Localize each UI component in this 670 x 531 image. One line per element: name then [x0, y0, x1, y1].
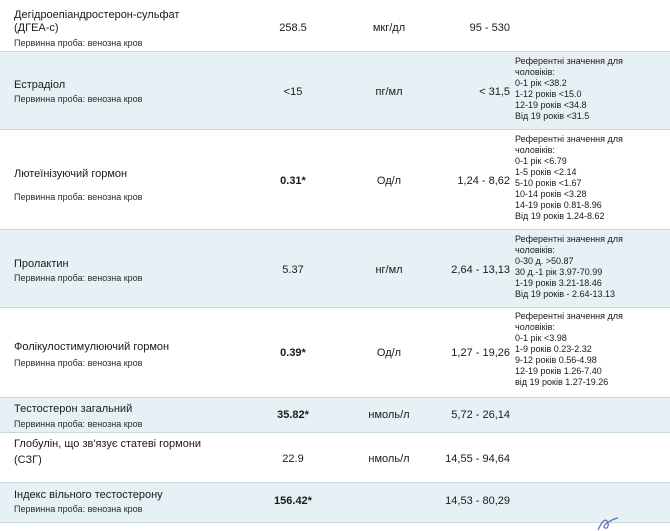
signature-mark	[594, 515, 624, 531]
reference-range: 95 - 530	[469, 22, 510, 34]
sample-type: Первинна проба: венозна кров	[14, 38, 143, 48]
unit: Од/л	[376, 347, 402, 359]
reference-notes: Референтні значення для чоловіків: 0-1 рік <38.2 1-12 років <15.0 12-19 років <34.8 Від 19 років <31.5	[515, 56, 623, 121]
test-name: Тестостерон загальний	[14, 403, 133, 415]
reference-range: 14,55 - 94,64	[445, 453, 510, 465]
result-row-prolactin	[0, 230, 670, 308]
result-value: 258.5	[279, 22, 307, 34]
reference-range: 2,64 - 13,13	[451, 264, 510, 276]
sample-type: Первинна проба: венозна кров	[14, 192, 143, 202]
reference-range: 5,72 - 26,14	[451, 409, 510, 421]
reference-notes: Референтні значення для чоловіків: 0-30 д. >50.87 30 д.-1 рік 3.97-70.99 1-19 років 3.21-18.46 Від 19 років - 2.64-13.13	[515, 234, 623, 299]
unit: нг/мл	[375, 264, 403, 276]
reference-range: 1,27 - 19,26	[451, 347, 510, 359]
unit: пг/мл	[375, 86, 403, 98]
unit: мкг/дл	[372, 22, 406, 34]
test-name: Дегідроепіандростерон-сульфат (ДГЕА-с)	[14, 9, 180, 34]
result-value: 5.37	[282, 264, 304, 276]
test-name: Лютеїнізуючий гормон	[14, 168, 128, 180]
result-value: 0.31*	[280, 175, 306, 187]
sample-type: Первинна проба: венозна кров	[14, 358, 143, 368]
result-row-estradiol	[0, 52, 670, 130]
result-row-shbg	[0, 433, 670, 483]
reference-range: 1,24 - 8,62	[457, 175, 510, 187]
test-name: Індекс вільного тестостерону	[14, 489, 163, 501]
result-row-fsh	[0, 308, 670, 398]
test-name: Глобулін, що зв'язує статеві гормони (СЗГ)	[14, 438, 202, 466]
unit: нмоль/л	[368, 453, 410, 465]
unit: нмоль/л	[368, 409, 410, 421]
sample-type: Первинна проба: венозна кров	[14, 94, 143, 104]
result-row-testosterone	[0, 398, 670, 433]
result-value: 0.39*	[280, 347, 306, 359]
result-value: <15	[283, 86, 303, 98]
reference-range: < 31,5	[479, 86, 510, 98]
test-name: Пролактин	[14, 258, 69, 270]
test-name: Естрадіол	[14, 79, 66, 91]
reference-range: 14,53 - 80,29	[445, 495, 510, 507]
reference-notes: Референтні значення для чоловіків: 0-1 рік <3.98 1-9 років 0.23-2.32 9-12 років 0.56-4.98 12-19 років 1.26-7.40 від 19 років 1.27-19.26	[515, 311, 623, 387]
reference-notes: Референтні значення для чоловіків: 0-1 рік <6.79 1-5 років <2.14 5-10 років <1.67 10-14 років <3.28 14-19 років 0.81-8.96 Від 19 років 1.24-8.62	[515, 134, 623, 221]
result-row-free-testosterone-index	[0, 483, 670, 523]
result-value: 35.82*	[277, 409, 309, 421]
sample-type: Первинна проба: венозна кров	[14, 504, 143, 514]
result-value: 22.9	[282, 453, 304, 465]
sample-type: Первинна проба: венозна кров	[14, 273, 143, 283]
result-row-lh	[0, 130, 670, 230]
unit: Од/л	[376, 175, 402, 187]
result-row-dhea-s	[0, 0, 670, 52]
sample-type: Первинна проба: венозна кров	[14, 419, 143, 429]
result-value: 156.42*	[274, 495, 312, 507]
test-name: Фолікулостимулюючий гормон	[14, 341, 170, 353]
